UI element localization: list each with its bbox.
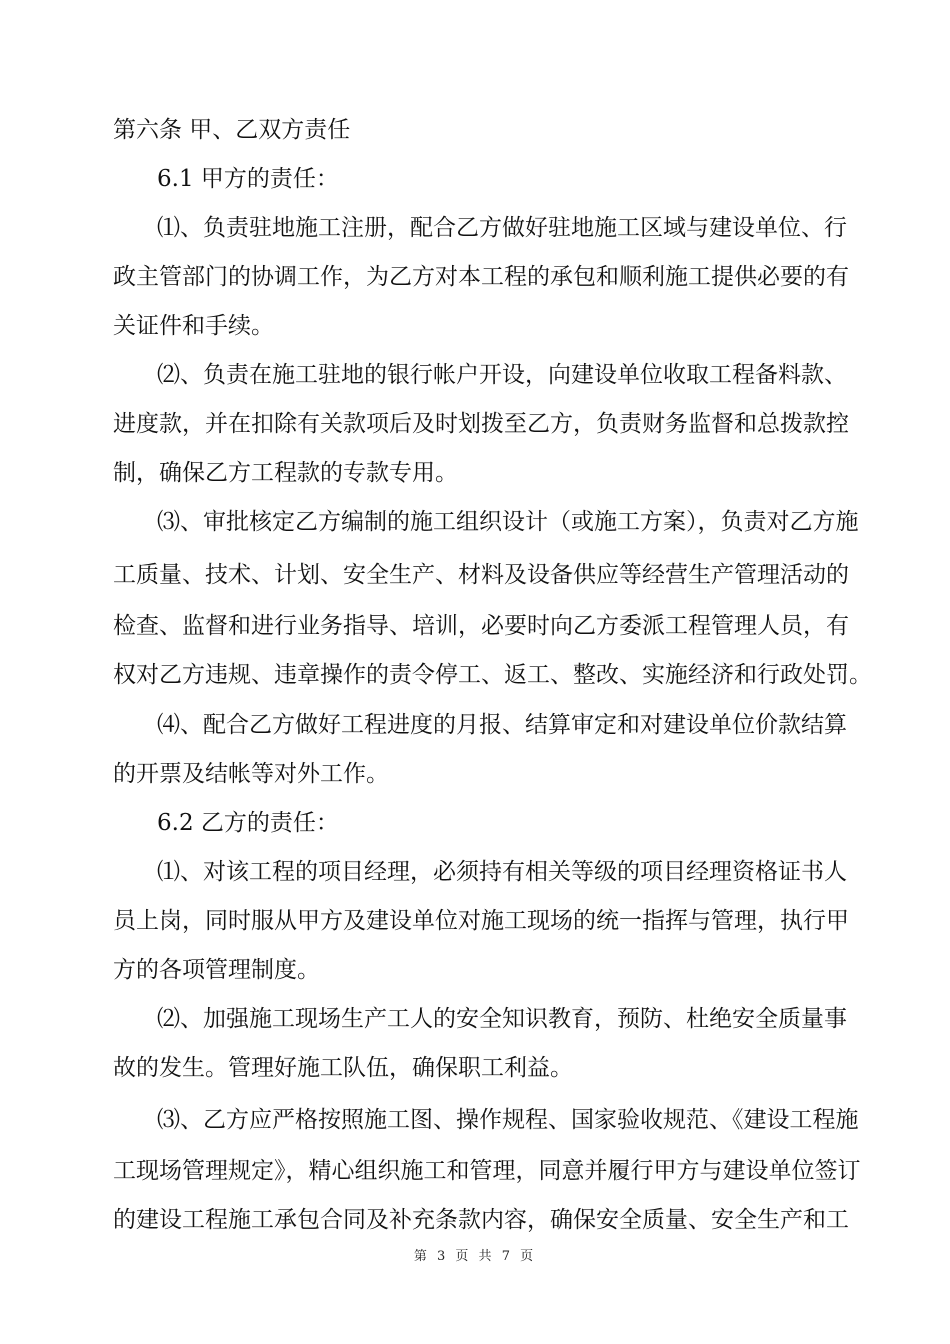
paragraph-line: ⑴、负责驻地施工注册，配合乙方做好驻地施工区域与建设单位、行 (157, 215, 847, 241)
paragraph-line: 权对乙方违规、违章操作的责令停工、返工、整改、实施经济和行政处罚。 (113, 662, 872, 688)
paragraph-line: ⑶、审批核定乙方编制的施工组织设计（或施工方案），负责对乙方施 (157, 509, 859, 535)
paragraph-line: 工现场管理规定》，精心组织施工和管理，同意并履行甲方与建设单位签订 (113, 1158, 861, 1184)
paragraph-line: 政主管部门的协调工作，为乙方对本工程的承包和顺利施工提供必要的有 (113, 264, 849, 290)
paragraph-line: 故的发生。管理好施工队伍，确保职工利益。 (113, 1055, 573, 1081)
paragraph-line: 制，确保乙方工程款的专款专用。 (113, 460, 458, 486)
section-title-party-a: 6.1 甲方的责任： (157, 166, 339, 192)
paragraph-line: 工质量、技术、计划、安全生产、材料及设备供应等经营生产管理活动的 (113, 562, 849, 588)
page-number-footer: 第 3 页 共 7 页 (413, 1249, 537, 1264)
paragraph-line: ⑴、对该工程的项目经理，必须持有相关等级的项目经理资格证书人 (157, 859, 847, 885)
paragraph-line: 进度款，并在扣除有关款项后及时划拨至乙方，负责财务监督和总拨款控 (113, 411, 849, 437)
section-title-party-b: 6.2 乙方的责任： (157, 810, 339, 836)
paragraph-line: 关证件和手续。 (113, 313, 274, 339)
paragraph-line: ⑵、加强施工现场生产工人的安全知识教育，预防、杜绝安全质量事 (157, 1006, 847, 1032)
paragraph-line: 检查、监督和进行业务指导、培训，必要时向乙方委派工程管理人员，有 (113, 613, 849, 639)
paragraph-line: ⑵、负责在施工驻地的银行帐户开设，向建设单位收取工程备料款、 (157, 362, 847, 388)
paragraph-line: ⑷、配合乙方做好工程进度的月报、结算审定和对建设单位价款结算 (157, 712, 847, 738)
paragraph-line: 方的各项管理制度。 (113, 957, 320, 983)
paragraph-line: 员上岗，同时服从甲方及建设单位对施工现场的统一指挥与管理，执行甲 (113, 908, 849, 934)
article-heading: 第六条 甲、乙双方责任 (113, 117, 351, 143)
paragraph-line: 的建设工程施工承包合同及补充条款内容，确保安全质量、安全生产和工 (113, 1207, 849, 1233)
paragraph-line: ⑶、乙方应严格按照施工图、操作规程、国家验收规范、《建设工程施 (157, 1107, 859, 1133)
paragraph-line: 的开票及结帐等对外工作。 (113, 761, 389, 787)
